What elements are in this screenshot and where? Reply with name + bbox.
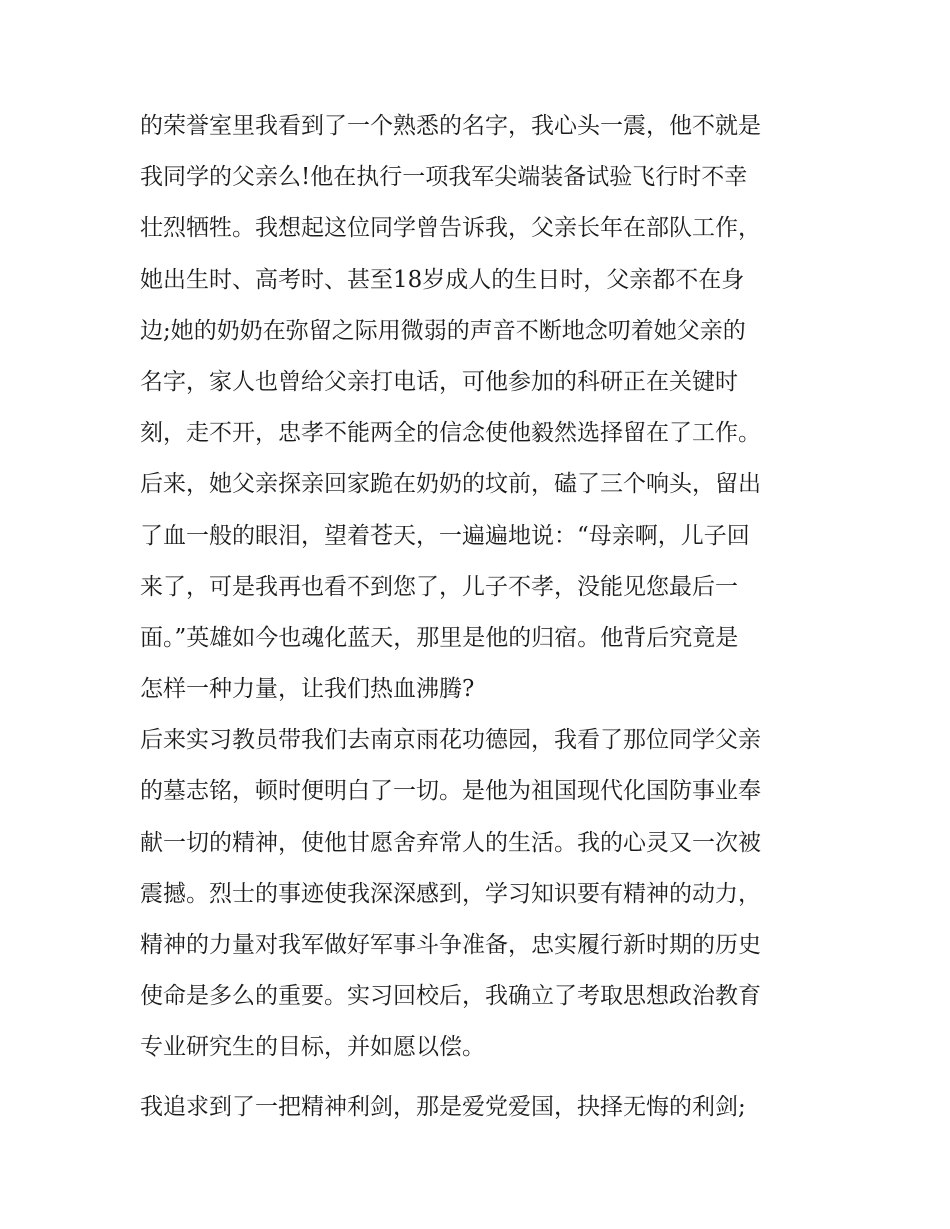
text-line: 来了，可是我再也看不到您了，儿子不孝，没能见您最后一 <box>140 573 738 600</box>
paragraph-1 <box>140 101 820 715</box>
text-line: 精神的力量对我军做好军事斗争准备，忠实履行新时期的历史 <box>140 932 761 958</box>
text-line: 了血一般的眼泪，望着苍天，一遍遍地说：“母亲啊，儿子回 <box>140 522 750 549</box>
text-line: 的墓志铭，顿时便明白了一切。是他为祖国现代化国防事业奉 <box>140 778 761 805</box>
paragraph-spacer <box>140 1074 820 1082</box>
text-line: 边;她的奶奶在弥留之际用微弱的声音不断地念叨着她父亲的 <box>140 317 746 344</box>
text-line: 使命是多么的重要。实习回校后，我确立了考取思想政治教育 <box>140 983 761 1010</box>
text-line: 后来，她父亲探亲回家跪在奶奶的坟前，磕了三个响头，留出 <box>140 471 761 498</box>
text-line: 专业研究生的目标，并如愿以偿。 <box>140 1034 485 1061</box>
text-line: 的荣誉室里我看到了一个熟悉的名字，我心头一震，他不就是 <box>140 113 761 139</box>
text-line: 壮烈牺牲。我想起这位同学曾告诉我，父亲长年在部队工作， <box>140 215 761 242</box>
text-line: 她出生时、高考时、甚至18岁成人的生日时，父亲都不在身 <box>140 266 745 293</box>
text-line: 面。”英雄如今也魂化蓝天，那里是他的归宿。他背后究竟是 <box>140 624 739 651</box>
text-line: 我追求到了一把精神利剑，那是爱党爱国，抉择无悔的利剑; <box>140 1093 746 1120</box>
text-line: 我同学的父亲么!他在执行一项我军尖端装备试验飞行时不幸 <box>140 164 748 191</box>
paragraph-3 <box>140 1082 820 1133</box>
paragraph-2 <box>140 715 820 1073</box>
text-line: 刻，走不开，忠孝不能两全的信念使他毅然选择留在了工作。 <box>140 420 761 447</box>
text-line: 怎样一种力量，让我们热血沸腾? <box>140 676 475 703</box>
text-line: 震撼。烈士的事迹使我深深感到，学习知识要有精神的动力， <box>140 880 761 907</box>
text-line: 后来实习教员带我们去南京雨花功德园，我看了那位同学父亲 <box>140 727 761 754</box>
text-line: 名字，家人也曾给父亲打电话，可他参加的科研正在关键时 <box>140 368 738 395</box>
document-body <box>140 101 820 1133</box>
text-line: 献一切的精神，使他甘愿舍弃常人的生活。我的心灵又一次被 <box>140 829 761 856</box>
